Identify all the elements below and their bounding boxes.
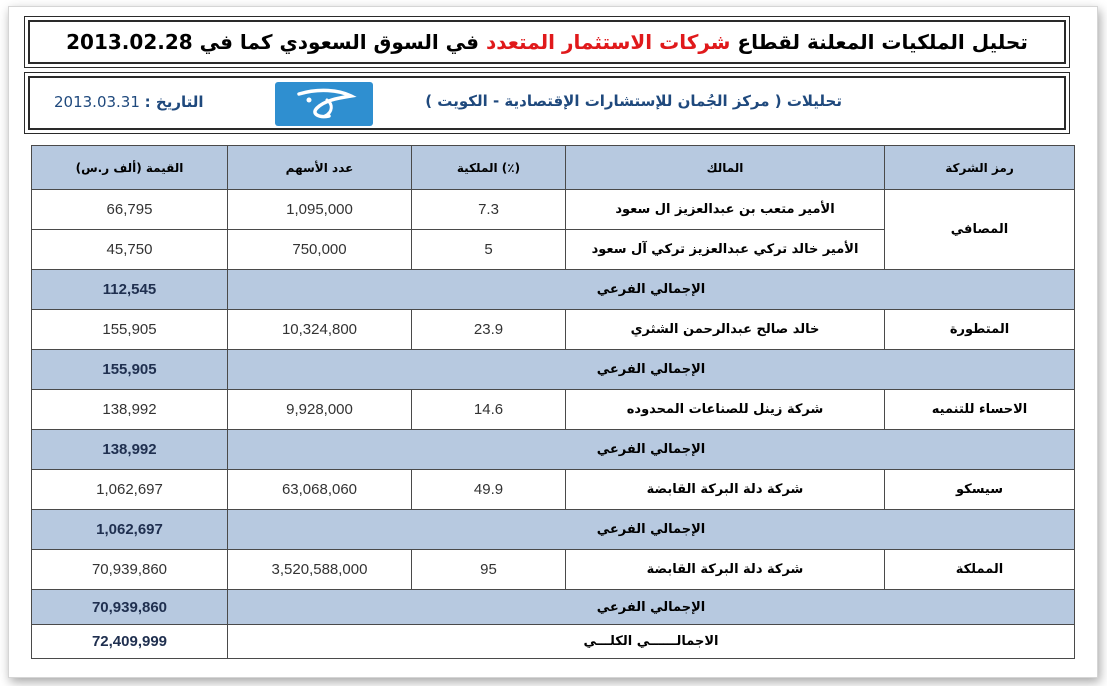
table-row: 70,939,860 3,520,588,000 95 شركة دلة البركة القابضة المملكة — [32, 550, 1075, 590]
company-cell: سيسكو — [885, 470, 1075, 510]
grand-total-row — [32, 625, 1075, 659]
subheader-box — [24, 72, 1070, 134]
analysis-source: تحليلات ( مركز الجُمان للإستشارات الإقتصادية - الكويت ) — [425, 92, 842, 110]
table-row: 138,992 9,928,000 14.6 شركة زينل للصناعات المحدوده الاحساء للتنميه — [32, 390, 1075, 430]
table-row: 66,795 1,095,000 7.3 الأمير متعب بن عبدالعزيز ال سعود المصافي — [32, 190, 1075, 230]
subtotal-row: 155,905 الإجمالي الفرعي — [32, 350, 1075, 390]
grand-total-label: الاجمالــــــي الكلـــي — [228, 625, 1075, 659]
company-cell: المصافي — [885, 190, 1075, 270]
aljoman-logo-icon — [275, 82, 373, 126]
header-value: القيمة (ألف ر.س) — [32, 146, 228, 190]
page-title: تحليل الملكيات المعلنة لقطاع شركات الاستثمار المتعدد في السوق السعودي كما في 2013.02.28 — [66, 30, 1028, 54]
subtotal-row: 138,992 الإجمالي الفرعي — [32, 430, 1075, 470]
report-date: التاريخ : 2013.03.31 — [54, 93, 204, 111]
table-row: 45,750 750,000 5 الأمير خالد تركي عبدالعزيز تركي آل سعود — [32, 230, 1075, 270]
subtotal-row: 112,545 الإجمالي الفرعي — [32, 270, 1075, 310]
subtotal-row: 70,939,860 الإجمالي الفرعي — [32, 590, 1075, 625]
table-row: 155,905 10,324,800 23.9 خالد صالح عبدالرحمن الشثري المتطورة — [32, 310, 1075, 350]
title-box — [24, 16, 1070, 68]
ownership-table — [31, 145, 1075, 659]
grand-total-value: 72,409,999 — [32, 625, 228, 659]
subtotal-row: 1,062,697 الإجمالي الفرعي — [32, 510, 1075, 550]
header-shares: عدد الأسهم — [228, 146, 412, 190]
title-highlight: شركات الاستثمار المتعدد — [485, 30, 731, 54]
table-header-row — [32, 146, 1075, 190]
header-owner: المالك — [566, 146, 885, 190]
header-ownership: الملكية (٪) — [412, 146, 566, 190]
company-cell: المملكة — [885, 550, 1075, 590]
company-cell: الاحساء للتنميه — [885, 390, 1075, 430]
header-company: رمز الشركة — [885, 146, 1075, 190]
company-cell: المتطورة — [885, 310, 1075, 350]
title-date: 2013.02.28 — [66, 30, 193, 54]
table-row: 1,062,697 63,068,060 49.9 شركة دلة البركة القابضة سيسكو — [32, 470, 1075, 510]
